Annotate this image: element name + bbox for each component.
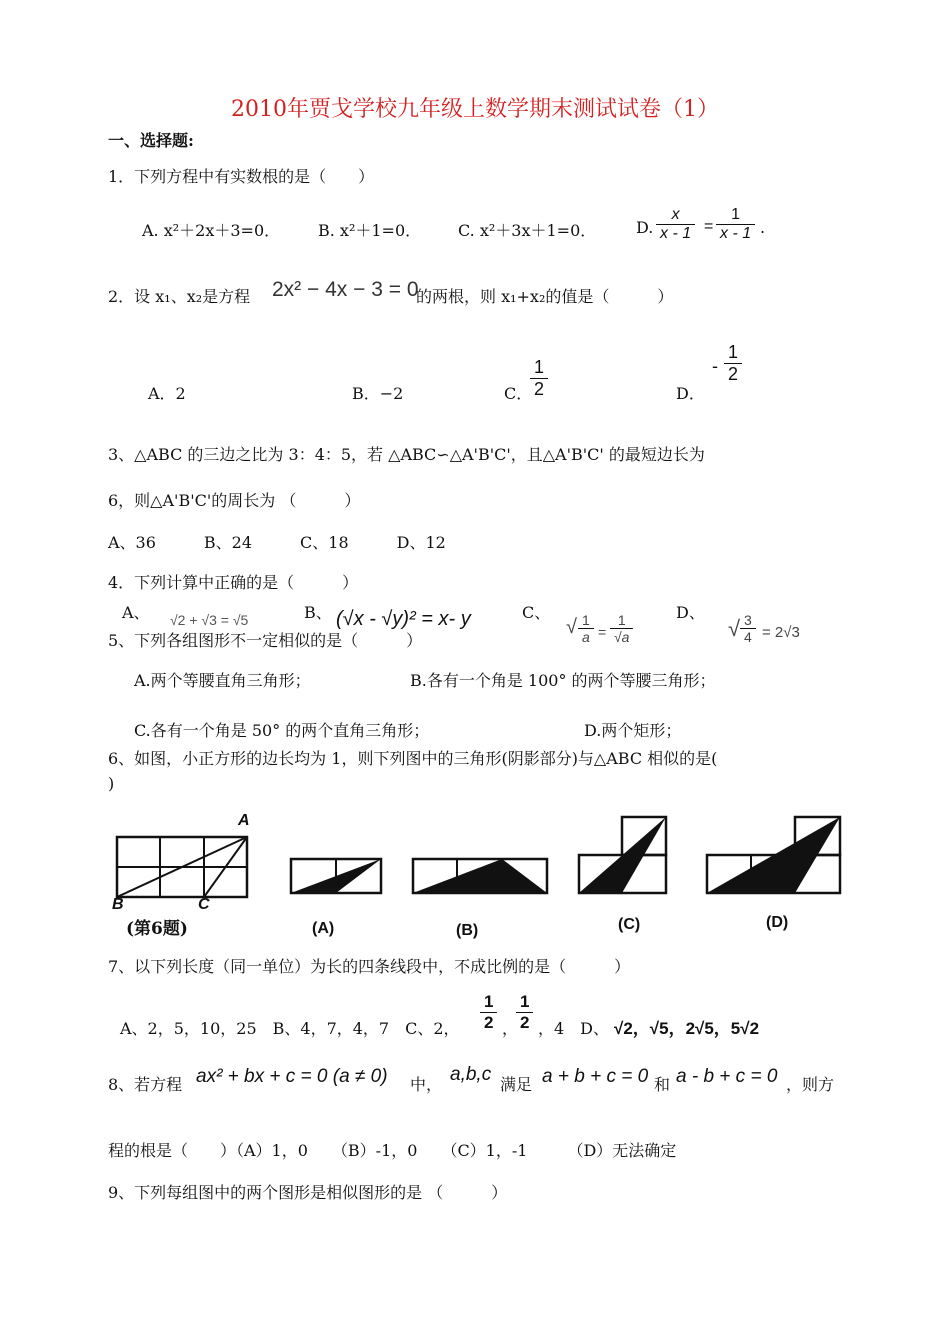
- q3-line1: 3、△ABC 的三边之比为 3：4：5，若 △ABC∽△A'B'C'，且△A'B'C' 的最短边长为: [108, 445, 705, 464]
- q7-c-half-2: [516, 992, 533, 1033]
- q4-c-radical: √: [566, 616, 577, 638]
- q4-d-num: 3: [744, 612, 752, 628]
- q6-figure-caption: (第6题): [126, 919, 188, 939]
- q7-options-a-c: A、2，5，10，25 B、4，7，4，7 C、2，: [120, 1019, 460, 1038]
- q4-stem: 4．下列计算中正确的是（ ）: [108, 573, 359, 592]
- q6-option-d-label: (D): [766, 914, 789, 931]
- q2-option-a: A．2: [148, 384, 186, 403]
- q1-option-b: B. x²＋1=0．: [318, 221, 422, 240]
- q6-option-c-label: (C): [618, 916, 641, 933]
- q1-d-num2: 1: [731, 206, 741, 223]
- q1-d-den2: x - 1: [716, 224, 755, 243]
- q2-d-fraction: [724, 342, 742, 385]
- page-title: 2010年贾戈学校九年级上数学期末测试试卷（1）: [231, 97, 719, 122]
- q4-c-left-num: 1: [582, 612, 590, 628]
- q1-d-num1: x: [671, 206, 680, 223]
- q2-c-num: 1: [534, 357, 545, 377]
- q4-d-rhs: = 2√3: [762, 624, 800, 641]
- q6-option-a-figure: [288, 856, 384, 896]
- q2-d-sign: -: [712, 356, 718, 376]
- q5-option-a: A.两个等腰直角三角形；: [134, 671, 311, 690]
- q8-cond: 满足: [500, 1075, 533, 1094]
- q8-and: 和: [654, 1075, 671, 1094]
- q7-c-sep: ，: [502, 1019, 519, 1038]
- q1-option-d-label: D.: [636, 218, 654, 237]
- q1-d-period: .: [760, 218, 766, 237]
- q1-d-den1: x - 1: [656, 224, 695, 243]
- q8-equation-3: a - b + c = 0: [676, 1066, 778, 1087]
- q4-c-left-fraction: [578, 612, 594, 645]
- q2-stem-b: 的两根，则 x₁+x₂的值是（ ）: [416, 287, 674, 306]
- q6-stem: 6、如图，小正方形的边长均为 1，则下列图中的三角形(阴影部分)与△ABC 相似的是(: [108, 749, 718, 768]
- q8-vars: a,b,c: [450, 1064, 492, 1085]
- q4-c-right-den: √a: [610, 628, 633, 645]
- q2-stem-a: 2．设 x₁、x₂是方程: [108, 287, 251, 306]
- q1-option-a: A. x²＋2x＋3=0．: [142, 221, 281, 240]
- q6-stem-cont: ): [108, 774, 115, 793]
- q8-label: 8、若方程: [108, 1075, 183, 1094]
- q2-option-b: B．−2: [352, 384, 404, 403]
- q1-d-fraction-right: [716, 206, 755, 243]
- q4-d-fraction: [740, 612, 756, 645]
- q6-option-b-figure: [410, 856, 550, 896]
- q1-option-c: C. x²＋3x＋1=0．: [458, 221, 597, 240]
- q2-option-c-label: C．: [504, 384, 533, 403]
- q4-option-a-label: A、: [122, 603, 150, 622]
- q4-c-equals: =: [598, 624, 607, 640]
- q7-c-half-1-num: 1: [484, 992, 494, 1011]
- q4-d-radical: √: [728, 616, 741, 641]
- section-heading: 一、选择题:: [108, 131, 194, 150]
- q5-option-b: B.各有一个角是 100° 的两个等腰三角形；: [410, 671, 716, 690]
- q6-option-d-figure: [704, 814, 844, 896]
- q5-option-d: D.两个矩形；: [584, 721, 682, 740]
- q9-stem: 9、下列每组图中的两个图形是相似图形的是 （ ）: [108, 1183, 508, 1202]
- q4-option-a-expr: √2 + √3 = √5: [170, 612, 249, 628]
- q7-c-half-1: [480, 992, 497, 1033]
- q6-point-c: C: [198, 896, 210, 913]
- q4-d-den: 4: [740, 628, 756, 645]
- q2-d-num: 1: [728, 342, 739, 362]
- q7-c-tail: ，4 D、: [538, 1019, 610, 1038]
- q4-option-b-label: B、: [304, 603, 332, 622]
- q1-stem: 1．下列方程中有实数根的是（ ）: [108, 167, 375, 186]
- q7-stem: 7、以下列长度（同一单位）为长的四条线段中，不成比例的是（ ）: [108, 957, 631, 976]
- q2-equation: 2x² − 4x − 3 = 0: [272, 278, 419, 301]
- q6-figure-abc: [112, 832, 252, 902]
- q2-c-fraction: [530, 357, 548, 400]
- q4-c-right-num: 1: [617, 612, 626, 628]
- q7-option-d-values: √2，√5，2√5，5√2: [614, 1019, 760, 1038]
- q5-stem: 5、下列各组图形不一定相似的是（ ）: [108, 631, 423, 650]
- q4-option-d-label: D、: [676, 603, 705, 622]
- q6-point-b: B: [112, 896, 124, 913]
- q4-option-b-expr: (√x - √y)² = x- y: [336, 608, 471, 630]
- q8-line2: 程的根是（ ）（A）1，0 （B）-1，0 （C）1，-1 （D）无法确定: [108, 1141, 677, 1160]
- q6-option-b-label: (B): [456, 922, 479, 939]
- q1-d-fraction-left: [656, 206, 695, 243]
- q8-mid: 中，: [410, 1075, 443, 1094]
- q7-c-half-2-den: 2: [516, 1012, 533, 1033]
- q7-c-half-2-num: 1: [520, 992, 530, 1011]
- q2-d-den: 2: [724, 363, 742, 385]
- q5-option-c: C.各有一个角是 50° 的两个直角三角形；: [134, 721, 430, 740]
- q2-c-den: 2: [530, 378, 548, 400]
- q6-point-a: A: [238, 812, 250, 829]
- q4-c-right-fraction: [610, 612, 633, 645]
- q8-end: ，则方: [786, 1075, 835, 1094]
- q4-c-left-den: a: [578, 628, 594, 645]
- q7-c-half-1-den: 2: [480, 1012, 497, 1033]
- q2-option-d-label: D．: [676, 384, 705, 403]
- q1-d-equals: =: [704, 218, 714, 235]
- q8-equation: ax² + bx + c = 0 (a ≠ 0): [196, 1066, 388, 1087]
- q6-option-c-figure: [576, 814, 670, 896]
- q3-line2: 6，则△A'B'C'的周长为 （ ）: [108, 491, 361, 510]
- q6-option-a-label: (A): [312, 920, 335, 937]
- q4-option-c-label: C、: [522, 603, 551, 622]
- q3-options: A、36 B、24 C、18 D、12: [108, 533, 446, 552]
- q8-equation-2: a + b + c = 0: [542, 1066, 649, 1087]
